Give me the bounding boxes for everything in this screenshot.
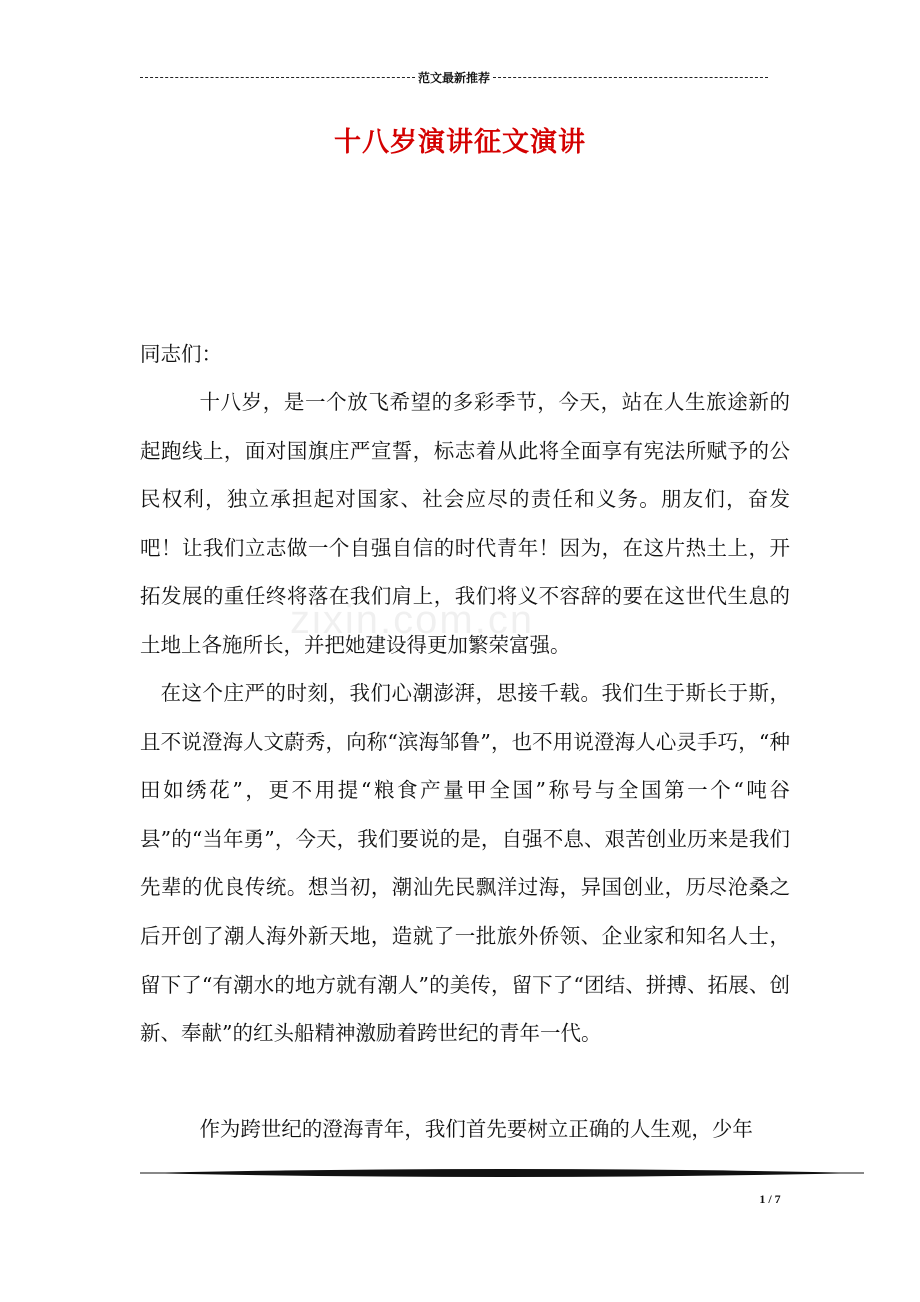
greeting: 同志们： (140, 342, 222, 366)
watermark: zixin.com.cn (290, 598, 535, 642)
header-dash-right (493, 77, 768, 78)
paragraph-1: 十八岁，是一个放飞希望的多彩季节，今天，站在人生旅途新的起跑线上，面对国旗庄严宣誓，标志着从此将全面享有宪法所赋予的公民权利，独立承担起对国家、社会应尽的责任和义务。朋友们，奋发吧！让我们立志做一个自强自信的时代青年！因为，在这片热土上，开拓发展的重任终将落在我们肩上，我们将义不容辞的要在这世代生息的土地上各施所长，并把她建设得更加繁荣富强。 (140, 390, 790, 657)
paragraph-2: 在这个庄严的时刻，我们心潮澎湃，思接千载。我们生于斯长于斯，且不说澄海人文蔚秀，向称“滨海邹鲁”，也不用说澄海人心灵手巧，“种田如绣花”，更不用提“粮食产量甲全国”称号与全国第一个“吨谷县”的“当年勇”，今天，我们要说的是，自强不息、艰苦创业历来是我们先辈的优良传统。想当初，潮汕先民飘洋过海，异国创业，历尽沧桑之后开创了潮人海外新天地，造就了一批旅外侨领、企业家和知名人士，留下了“有潮水的地方就有潮人”的美传，留下了“团结、拼搏、拓展、创新、奉献”的红头船精神激励着跨世纪的青年一代。 (140, 681, 790, 1046)
page-number: 1 / 7 (759, 1192, 781, 1206)
header-label: 范文最新推荐 (418, 70, 491, 85)
document-title: 十八岁演讲征文演讲 (334, 127, 586, 158)
paragraph-3: 作为跨世纪的澄海青年，我们首先要树立正确的人生观，少年 (199, 1117, 753, 1141)
footer-rule (140, 1166, 864, 1180)
page-header (140, 68, 768, 86)
header-dash-left (140, 77, 415, 78)
